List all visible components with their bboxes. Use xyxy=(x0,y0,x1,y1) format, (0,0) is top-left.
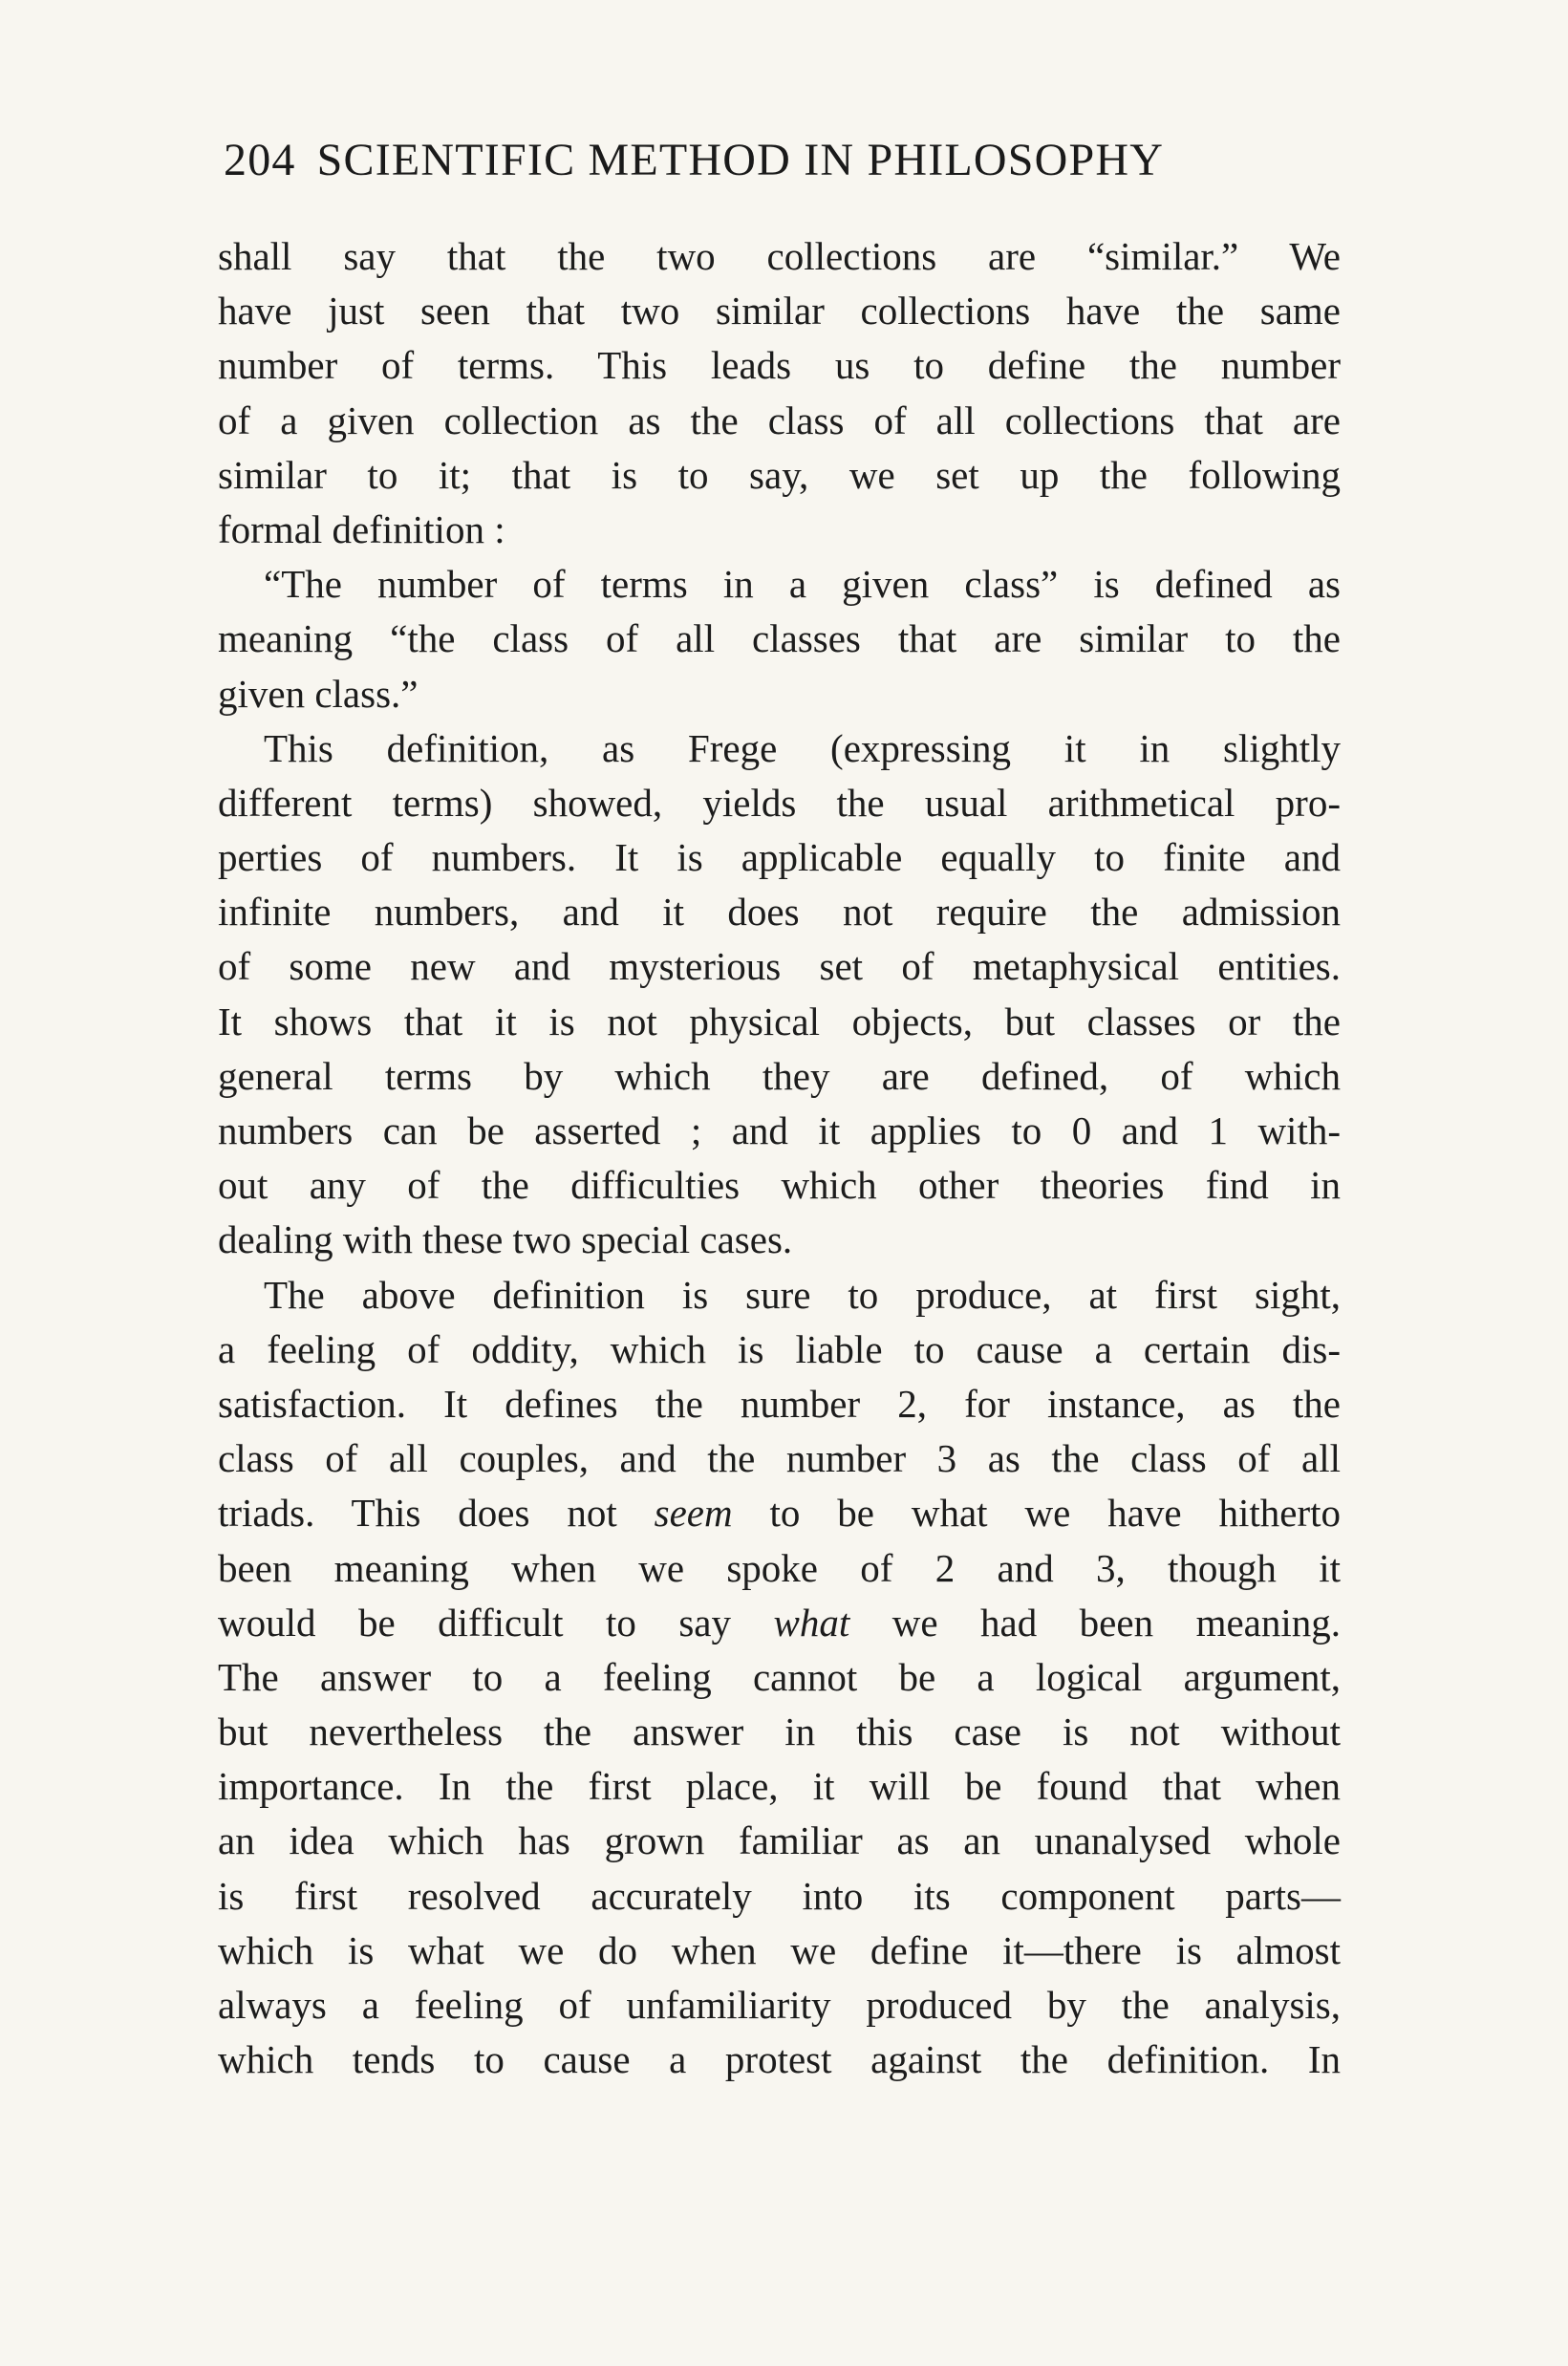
text-line: general terms by which they are defined, of which xyxy=(218,1053,1341,1098)
text-line: a feeling of oddity, which is liable to cause a certain dis- xyxy=(218,1326,1341,1371)
text-segment: we had been meaning. xyxy=(849,1600,1341,1645)
text-line: infinite numbers, and it does not require the admission xyxy=(218,890,1341,935)
text-line: meaning “the class of all classes that are similar to the xyxy=(218,616,1341,661)
text-line: out any of the difficulties which other theories find in xyxy=(218,1163,1341,1208)
text-line: numbers can be asserted ; and it applies to 0 and 1 with- xyxy=(218,1108,1341,1152)
running-head xyxy=(224,132,1332,189)
text-line: The answer to a feeling cannot be a logical argument, xyxy=(218,1654,1341,1699)
text-line: which is what we do when we define it—there is almost xyxy=(218,1927,1341,1972)
text-line: The above definition is sure to produce, at first sight, xyxy=(264,1272,1341,1317)
running-title: SCIENTIFIC METHOD IN PHILOSOPHY xyxy=(316,135,1165,185)
text-line: have just seen that two similar collections have the same xyxy=(218,289,1341,333)
text-line: always a feeling of unfamiliarity produced by the analysis, xyxy=(218,1983,1341,2027)
text-line: perties of numbers. It is applicable equally to finite and xyxy=(218,835,1341,880)
text-line: This definition, as Frege (expressing it in slightly xyxy=(264,725,1341,770)
text-line: class of all couples, and the number 3 as the class of all xyxy=(218,1436,1341,1481)
text-segment: to be what we have hitherto xyxy=(732,1491,1341,1536)
text-line: of some new and mysterious set of metaphysical entities. xyxy=(218,944,1341,989)
text-line: is first resolved accurately into its component parts— xyxy=(218,1873,1341,1918)
text-line xyxy=(218,1486,1341,1540)
text-line: of a given collection as the class of all collections that are xyxy=(218,398,1341,442)
text-line: similar to it; that is to say, we set up the following xyxy=(218,452,1341,497)
text-line: number of terms. This leads us to define the number xyxy=(218,343,1341,388)
text-line: shall say that the two collections are “similar.” We xyxy=(218,234,1341,278)
body-text xyxy=(218,229,1341,2087)
text-line: which tends to cause a protest against the definition. In xyxy=(218,2037,1341,2082)
italic-emphasis: seem xyxy=(654,1491,733,1536)
italic-emphasis: what xyxy=(773,1600,850,1645)
text-line: It shows that it is not physical objects, but classes or the xyxy=(218,999,1341,1043)
text-line: importance. In the first place, it will be found that when xyxy=(218,1764,1341,1809)
text-line: an idea which has grown familiar as an unanalysed whole xyxy=(218,1818,1341,1863)
text-line: been meaning when we spoke of 2 and 3, though it xyxy=(218,1545,1341,1590)
text-line xyxy=(218,1596,1341,1650)
text-line: formal definition : xyxy=(218,506,505,551)
page-number: 204 xyxy=(224,135,296,185)
text-line: but nevertheless the answer in this case is not without xyxy=(218,1710,1341,1754)
text-line: satisfaction. It defines the number 2, for instance, as the xyxy=(218,1381,1341,1426)
text-segment: triads. This does not xyxy=(218,1491,655,1536)
text-line: given class.” xyxy=(218,671,419,716)
text-line: “The number of terms in a given class” is defined as xyxy=(264,562,1341,607)
text-line: dealing with these two special cases. xyxy=(218,1217,793,1262)
text-segment: would be difficult to say xyxy=(218,1600,774,1645)
text-line: different terms) showed, yields the usual arithmetical pro- xyxy=(218,780,1341,825)
